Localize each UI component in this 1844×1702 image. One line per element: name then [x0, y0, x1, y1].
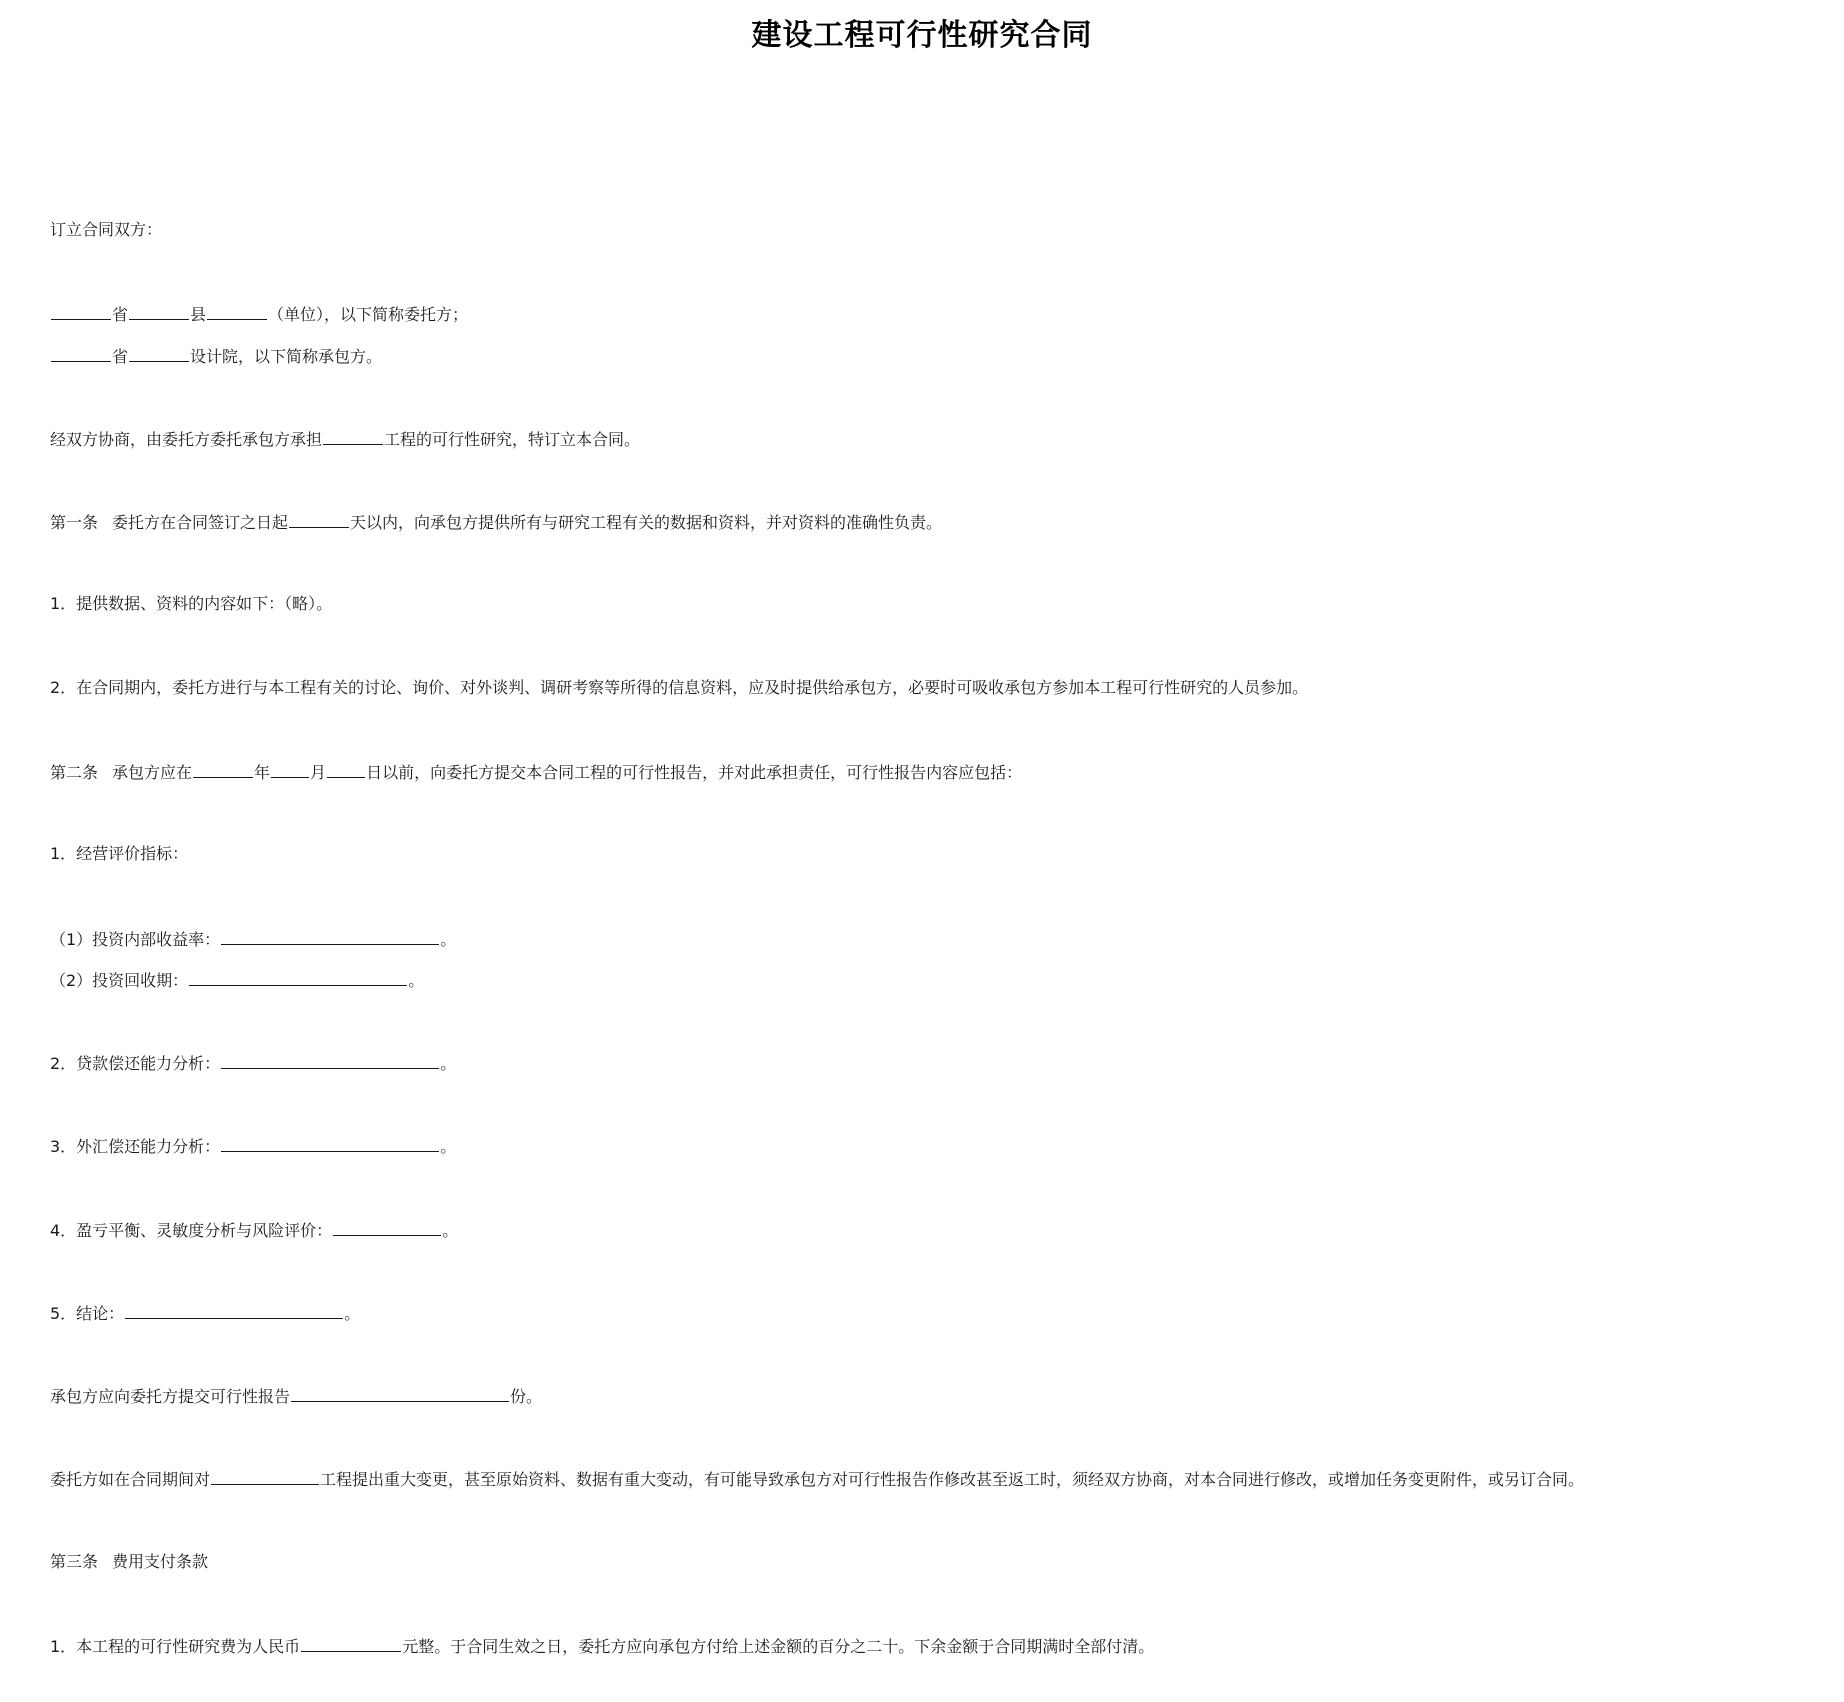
article-1-after: 天以内，向承包方提供所有与研究工程有关的数据和资料，并对资料的准确性负责。 — [350, 513, 943, 532]
parties-intro: 订立合同双方： — [50, 220, 163, 239]
fee-before: 1．本工程的可行性研究费为人民币 — [50, 1637, 301, 1656]
changes-before: 委托方如在合同期间对 — [50, 1470, 211, 1489]
county-blank[interactable] — [129, 302, 189, 320]
payback-label: （2）投资回收期： — [50, 971, 189, 990]
project-blank[interactable] — [323, 427, 383, 445]
payback-line — [50, 968, 424, 992]
conclusion-blank[interactable] — [125, 1301, 343, 1319]
risk-line — [50, 1218, 458, 1242]
report-copies-line — [50, 1384, 542, 1408]
article-3 — [50, 1551, 208, 1573]
article-2-item-1: 1．经营评价指标： — [50, 844, 189, 863]
year-blank[interactable] — [193, 760, 253, 778]
client-line — [50, 302, 468, 326]
conclusion-line — [50, 1301, 360, 1325]
loan-period: 。 — [440, 1054, 457, 1073]
province-label: 省 — [112, 305, 129, 324]
county-label: 县 — [190, 305, 207, 324]
report-copies-before: 承包方应向委托方提交可行性报告 — [50, 1387, 291, 1406]
article-2-label: 第二条 — [50, 763, 99, 782]
article-1-item-2: 2．在合同期内，委托方进行与本工程有关的讨论、询价、对外谈判、调研考察等所得的信息资料，应及时提供给承包方，必要时可吸收承包方参加本工程可行性研究的人员参加。 — [50, 678, 1309, 697]
preamble-before: 经双方协商，由委托方委托承包方承担 — [50, 430, 323, 449]
article-3-text: 费用支付条款 — [112, 1552, 209, 1571]
contractor-suffix: 设计院，以下简称承包方。 — [190, 347, 383, 366]
fee-after: 元整。于合同生效之日，委托方应向承包方付给上述金额的百分之二十。下余金额于合同期满时全部付清。 — [402, 1637, 1155, 1656]
month-label: 月 — [310, 763, 327, 782]
payback-period: 。 — [408, 971, 425, 990]
article-2-after: 日以前，向委托方提交本合同工程的可行性报告，并对此承担责任，可行性报告内容应包括： — [366, 763, 1023, 782]
contractor-province-blank[interactable] — [51, 344, 111, 362]
irr-label: （1）投资内部收益率： — [50, 930, 221, 949]
contractor-province-label: 省 — [112, 347, 129, 366]
preamble — [50, 427, 640, 451]
article-1-before: 委托方在合同签订之日起 — [112, 513, 289, 532]
month-blank[interactable] — [271, 760, 309, 778]
changes-after: 工程提出重大变更，甚至原始资料、数据有重大变动，有可能导致承包方对可行性报告作修改甚至返工时，须经双方协商，对本合同进行修改，或增加任务变更附件，或另订合同。 — [320, 1470, 1585, 1489]
irr-line — [50, 927, 456, 951]
forex-line — [50, 1134, 456, 1158]
fee-blank[interactable] — [301, 1634, 401, 1652]
risk-label: 4．盈亏平衡、灵敏度分析与风险评价： — [50, 1221, 333, 1240]
article-3-item-1 — [50, 1634, 1154, 1658]
forex-blank[interactable] — [221, 1134, 439, 1152]
article-2-before: 承包方应在 — [112, 763, 193, 782]
copies-blank[interactable] — [291, 1384, 509, 1402]
risk-blank[interactable] — [333, 1218, 441, 1236]
client-suffix: （单位），以下简称委托方； — [268, 305, 469, 324]
risk-period: 。 — [442, 1221, 459, 1240]
article-1-item-1: 1．提供数据、资料的内容如下：（略）。 — [50, 594, 333, 613]
day-blank[interactable] — [327, 760, 365, 778]
loan-label: 2．贷款偿还能力分析： — [50, 1054, 221, 1073]
year-label: 年 — [254, 763, 271, 782]
article-1-label: 第一条 — [50, 513, 99, 532]
preamble-after: 工程的可行性研究，特订立本合同。 — [384, 430, 641, 449]
province-blank[interactable] — [51, 302, 111, 320]
article-2 — [50, 760, 1022, 784]
article-1 — [50, 510, 942, 534]
days-blank[interactable] — [289, 510, 349, 528]
unit-blank[interactable] — [207, 302, 267, 320]
forex-period: 。 — [440, 1137, 457, 1156]
contractor-line — [50, 344, 382, 368]
forex-label: 3．外汇偿还能力分析： — [50, 1137, 221, 1156]
irr-period: 。 — [440, 930, 457, 949]
loan-line — [50, 1051, 456, 1075]
loan-blank[interactable] — [221, 1051, 439, 1069]
payback-blank[interactable] — [189, 968, 407, 986]
changes-blank[interactable] — [211, 1467, 319, 1485]
changes-line — [50, 1467, 1584, 1491]
conclusion-period: 。 — [344, 1304, 361, 1323]
article-3-label: 第三条 — [50, 1552, 99, 1571]
document-title: 建设工程可行性研究合同 — [751, 18, 1093, 53]
report-copies-after: 份。 — [510, 1387, 543, 1406]
conclusion-label: 5．结论： — [50, 1304, 125, 1323]
irr-blank[interactable] — [221, 927, 439, 945]
institute-blank[interactable] — [129, 344, 189, 362]
